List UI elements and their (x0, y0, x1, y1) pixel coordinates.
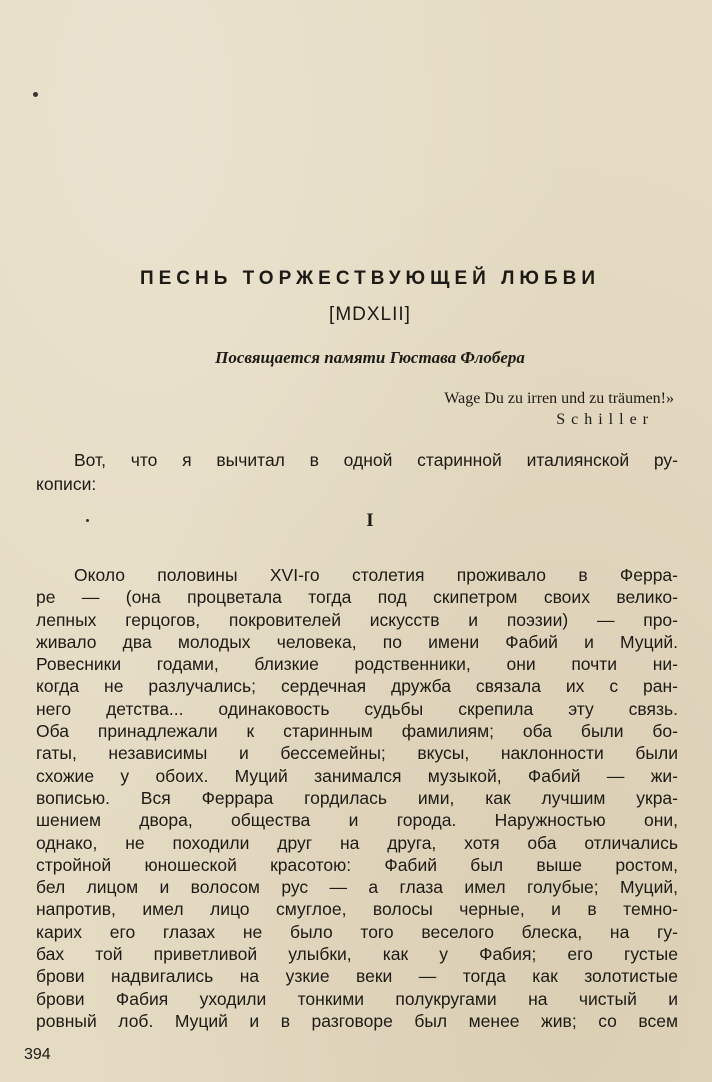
epigraph-author: Schiller (556, 411, 654, 428)
page-number: 394 (24, 1046, 51, 1063)
text-line: карих его глазах не было того веселого блеска, на гу- (36, 921, 678, 942)
text-line: схожие у обоих. Муций занимался музыкой, Фабий — жи- (36, 765, 678, 786)
text-line: стройной юношеской красотою: Фабий был выше ростом, (36, 854, 678, 875)
story-year: [MDXLII] (329, 304, 411, 325)
story-title: ПЕСНЬ ТОРЖЕСТВУЮЩЕЙ ЛЮБВИ (139, 268, 601, 289)
intro-line: Вот, что я вычитал в одной старинной италиянской ру- (74, 450, 678, 470)
text-line: вописью. Вся Феррара гордилась ими, как лучшим укра- (36, 787, 678, 808)
text-line: гаты, независимы и бессемейны; вкусы, наклонности были (36, 743, 678, 764)
text-line: напротив, имел лицо смуглое, волосы черные, и в темно- (36, 899, 678, 920)
intro-paragraph (36, 448, 678, 496)
text-line: бел лицом и волосом рус — а глаза имел голубые; Муций, (36, 877, 678, 898)
chapter-text (36, 564, 678, 1032)
text-line: бах той приветливой улыбки, как у Фабия; его густые (36, 944, 678, 965)
text-line: Оба принадлежали к старинным фамилиям; оба были бо- (36, 721, 678, 742)
epigraph-quote: Wage Du zu irren und zu träumen!» (444, 390, 674, 407)
text-line: него детства... одинаковость судьбы скрепила эту связь. (36, 698, 678, 719)
text-line: однако, не походили друг на друга, хотя оба отличались (36, 832, 678, 853)
text-line: ре — (она процветала тогда под скипетром своих велико- (36, 587, 678, 608)
dedication: Посвящается памяти Гюстава Флобера (215, 348, 525, 367)
intro-line: кописи: (36, 474, 97, 494)
text-line: ровный лоб. Муций и в разговоре был менее жив; со всем (36, 1010, 678, 1031)
text-line: лепных герцогов, покровителей искусств и поэзии) — про- (36, 609, 678, 630)
text-line: шением двора, общества и города. Наружностью они, (36, 810, 678, 831)
print-speck (33, 92, 38, 97)
text-line: живало два молодых человека, по имени Фабий и Муций. (36, 631, 678, 652)
text-line: Ровесники годами, близкие родственники, они почти ни- (36, 654, 678, 675)
chapter-number: I (366, 510, 374, 531)
text-line: брови Фабия уходили тонкими полукругами на чистый и (36, 988, 678, 1009)
text-line: Около половины XVI-го столетия проживало в Ферра- (74, 565, 678, 585)
text-line: брови надвигались на узкие веки — тогда как золотистые (36, 966, 678, 987)
text-line: когда не разлучались; сердечная дружба связала их с ран- (36, 676, 678, 697)
epigraph (444, 388, 674, 430)
